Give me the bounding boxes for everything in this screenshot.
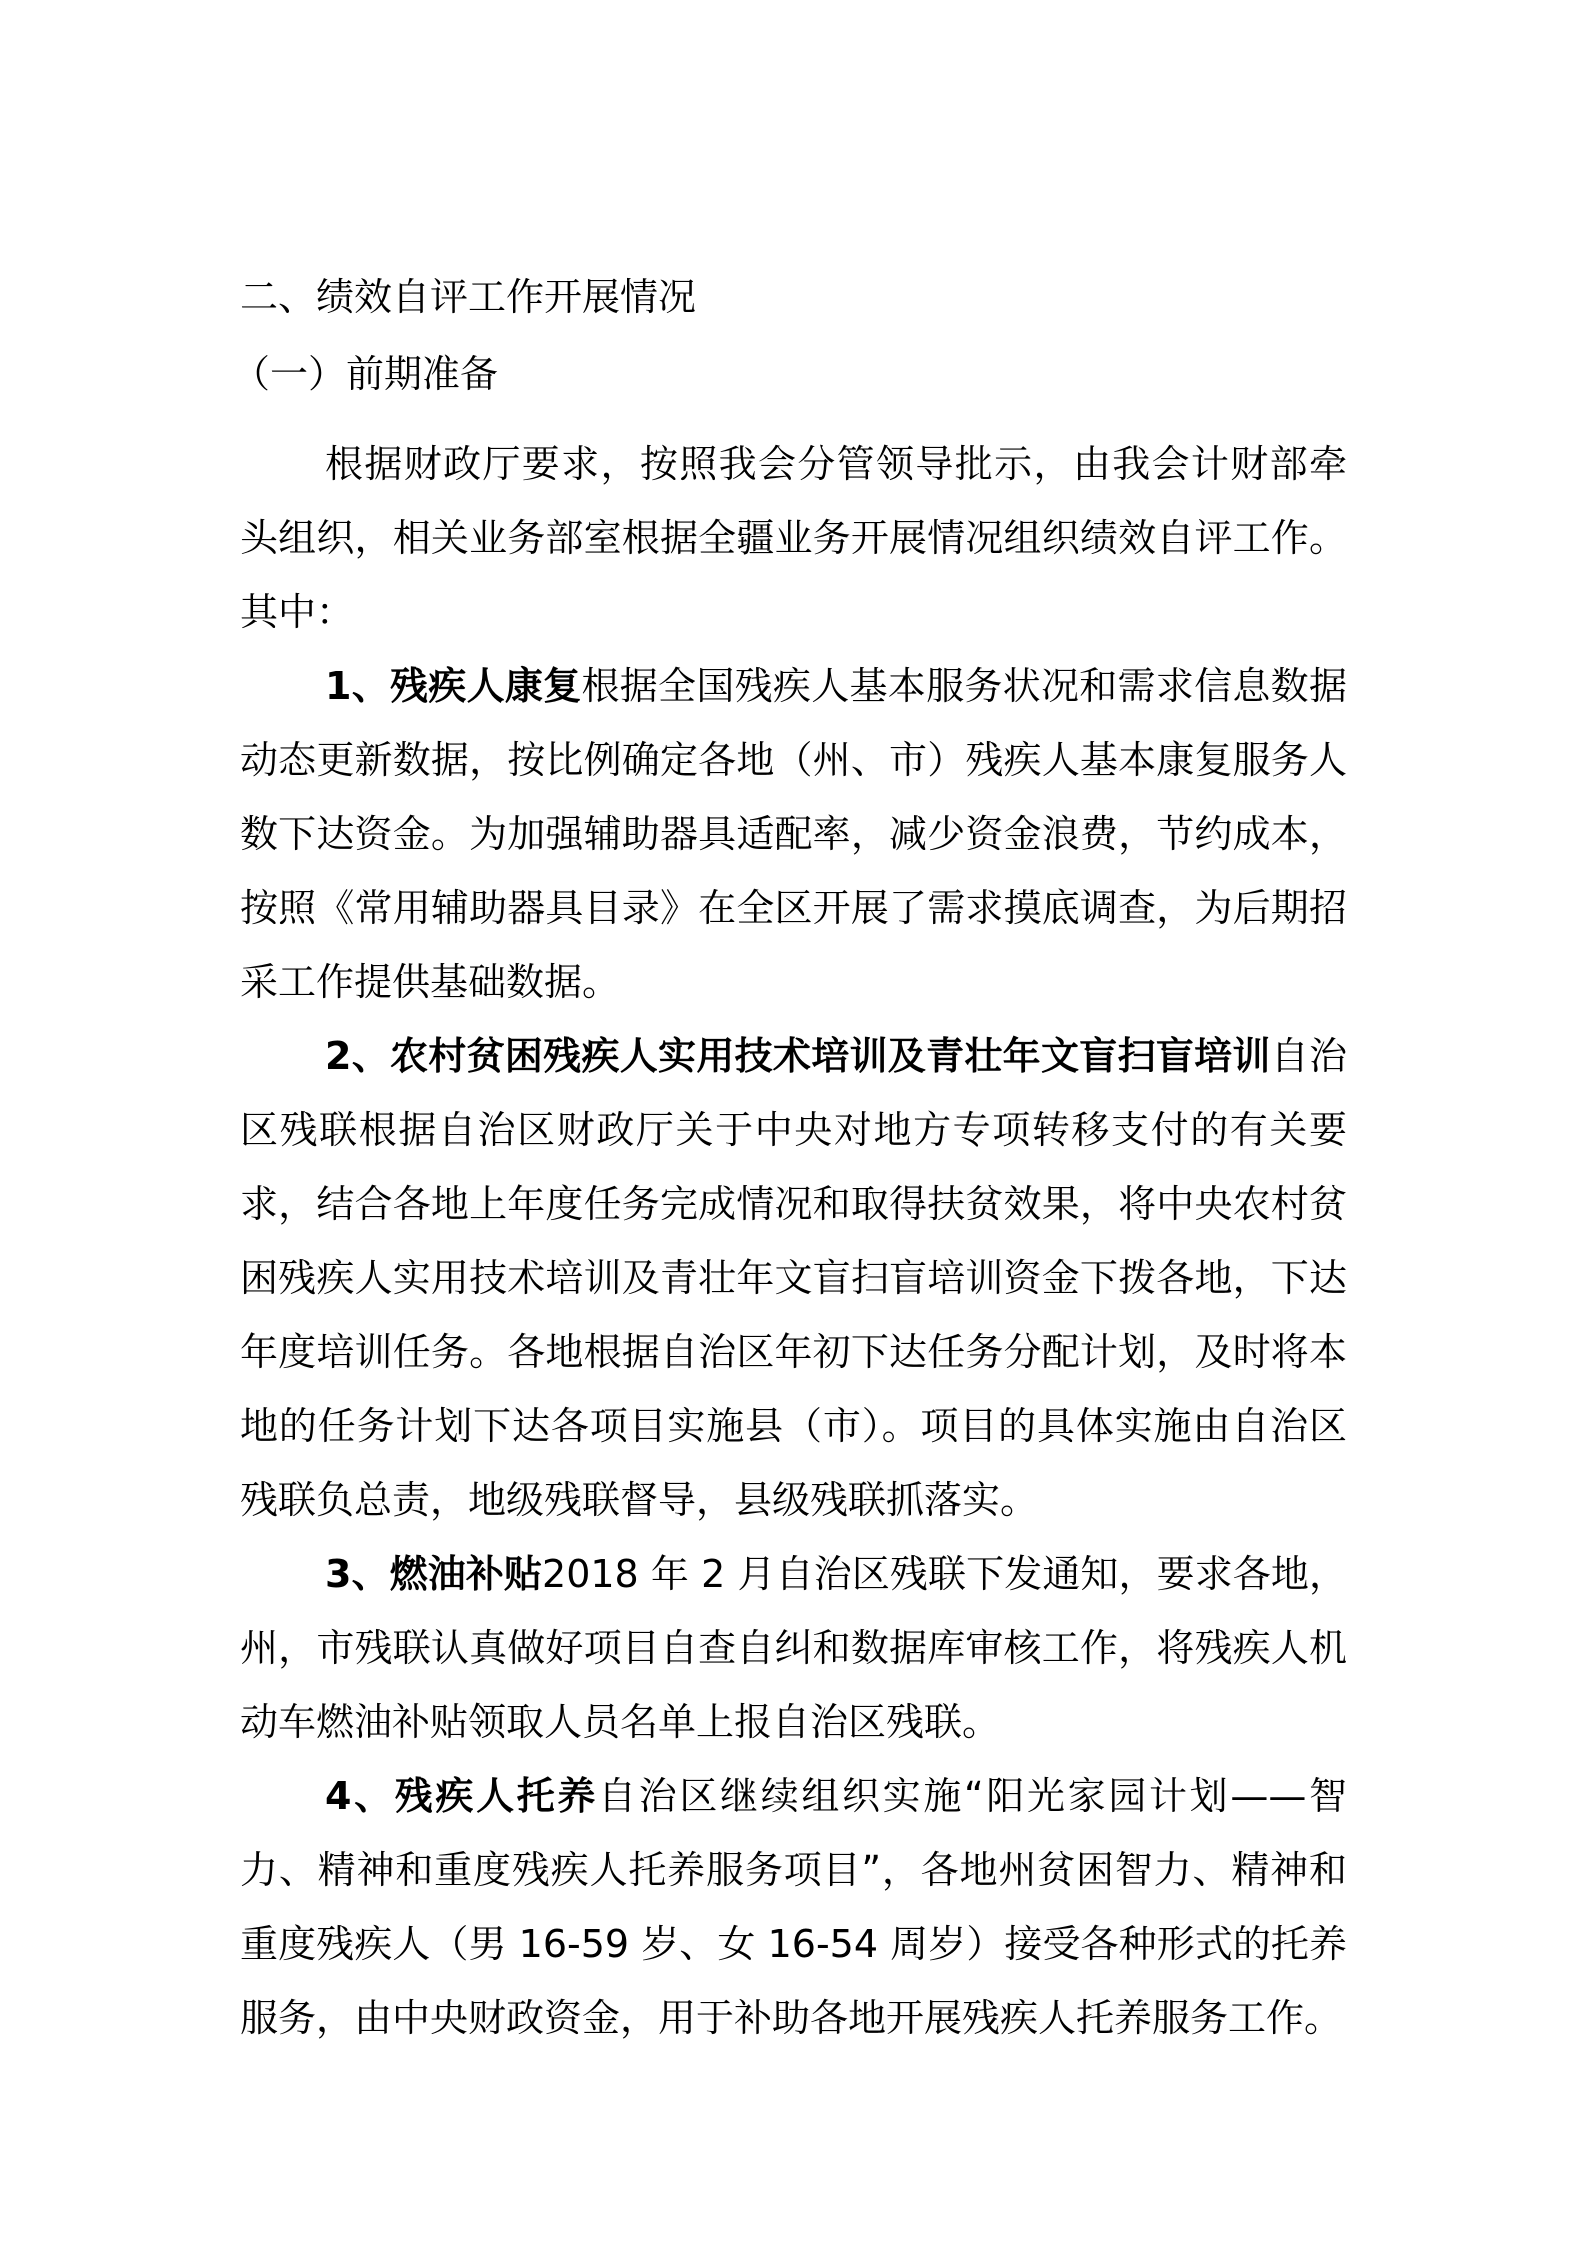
item-paragraph-1	[240, 649, 1347, 1019]
intro-paragraph: 根据财政厅要求，按照我会分管领导批示，由我会计财部牵头组织，相关业务部室根据全疆业务开展情况组织绩效自评工作。其中：	[240, 442, 1347, 634]
item-paragraph-2	[240, 1019, 1347, 1537]
document-page	[232, 272, 1347, 2055]
item-title-1: 1、残疾人康复	[325, 664, 582, 708]
item-title-4: 4、残疾人托养	[325, 1774, 599, 1818]
item-title-2: 2、农村贫困残疾人实用技术培训及青壮年文盲扫盲培训	[325, 1034, 1271, 1078]
section-heading: 二、绩效自评工作开展情况	[240, 275, 697, 319]
item-body-4: 自治区继续组织实施“阳光家园计划——智力、精神和重度残疾人托养服务项目”，各地州贫困智力、精神和重度残疾人（男 16-59 岁、女 16-54 周岁）接受各种形式的托养服务，由中央财政资金，用于补助各地开展残疾人托养服务工作。	[240, 1774, 1347, 2040]
item-body-1: 根据全国残疾人基本服务状况和需求信息数据动态更新数据，按比例确定各地（州、市）残疾人基本康复服务人数下达资金。为加强辅助器具适配率，减少资金浪费，节约成本，按照《常用辅助器具目录》在全区开展了需求摸底调查，为后期招采工作提供基础数据。	[240, 664, 1347, 1004]
item-paragraph-4	[240, 1759, 1347, 2055]
item-body-3: 2018 年 2 月自治区残联下发通知，要求各地，州，市残联认真做好项目自查自纠和数据库审核工作，将残疾人机动车燃油补贴领取人员名单上报自治区残联。	[240, 1552, 1347, 1744]
item-body-2: 自治区残联根据自治区财政厅关于中央对地方专项转移支付的有关要求，结合各地上年度任务完成情况和取得扶贫效果，将中央农村贫困残疾人实用技术培训及青壮年文盲扫盲培训资金下拨各地，下达年度培训任务。各地根据自治区年初下达任务分配计划，及时将本地的任务计划下达各项目实施县（市）。项目的具体实施由自治区残联负总责，地级残联督导，县级残联抓落实。	[240, 1034, 1347, 1522]
subsection-heading: （一）前期准备	[232, 352, 499, 396]
item-title-3: 3、燃油补贴	[325, 1552, 543, 1596]
item-paragraph-3	[240, 1537, 1347, 1759]
